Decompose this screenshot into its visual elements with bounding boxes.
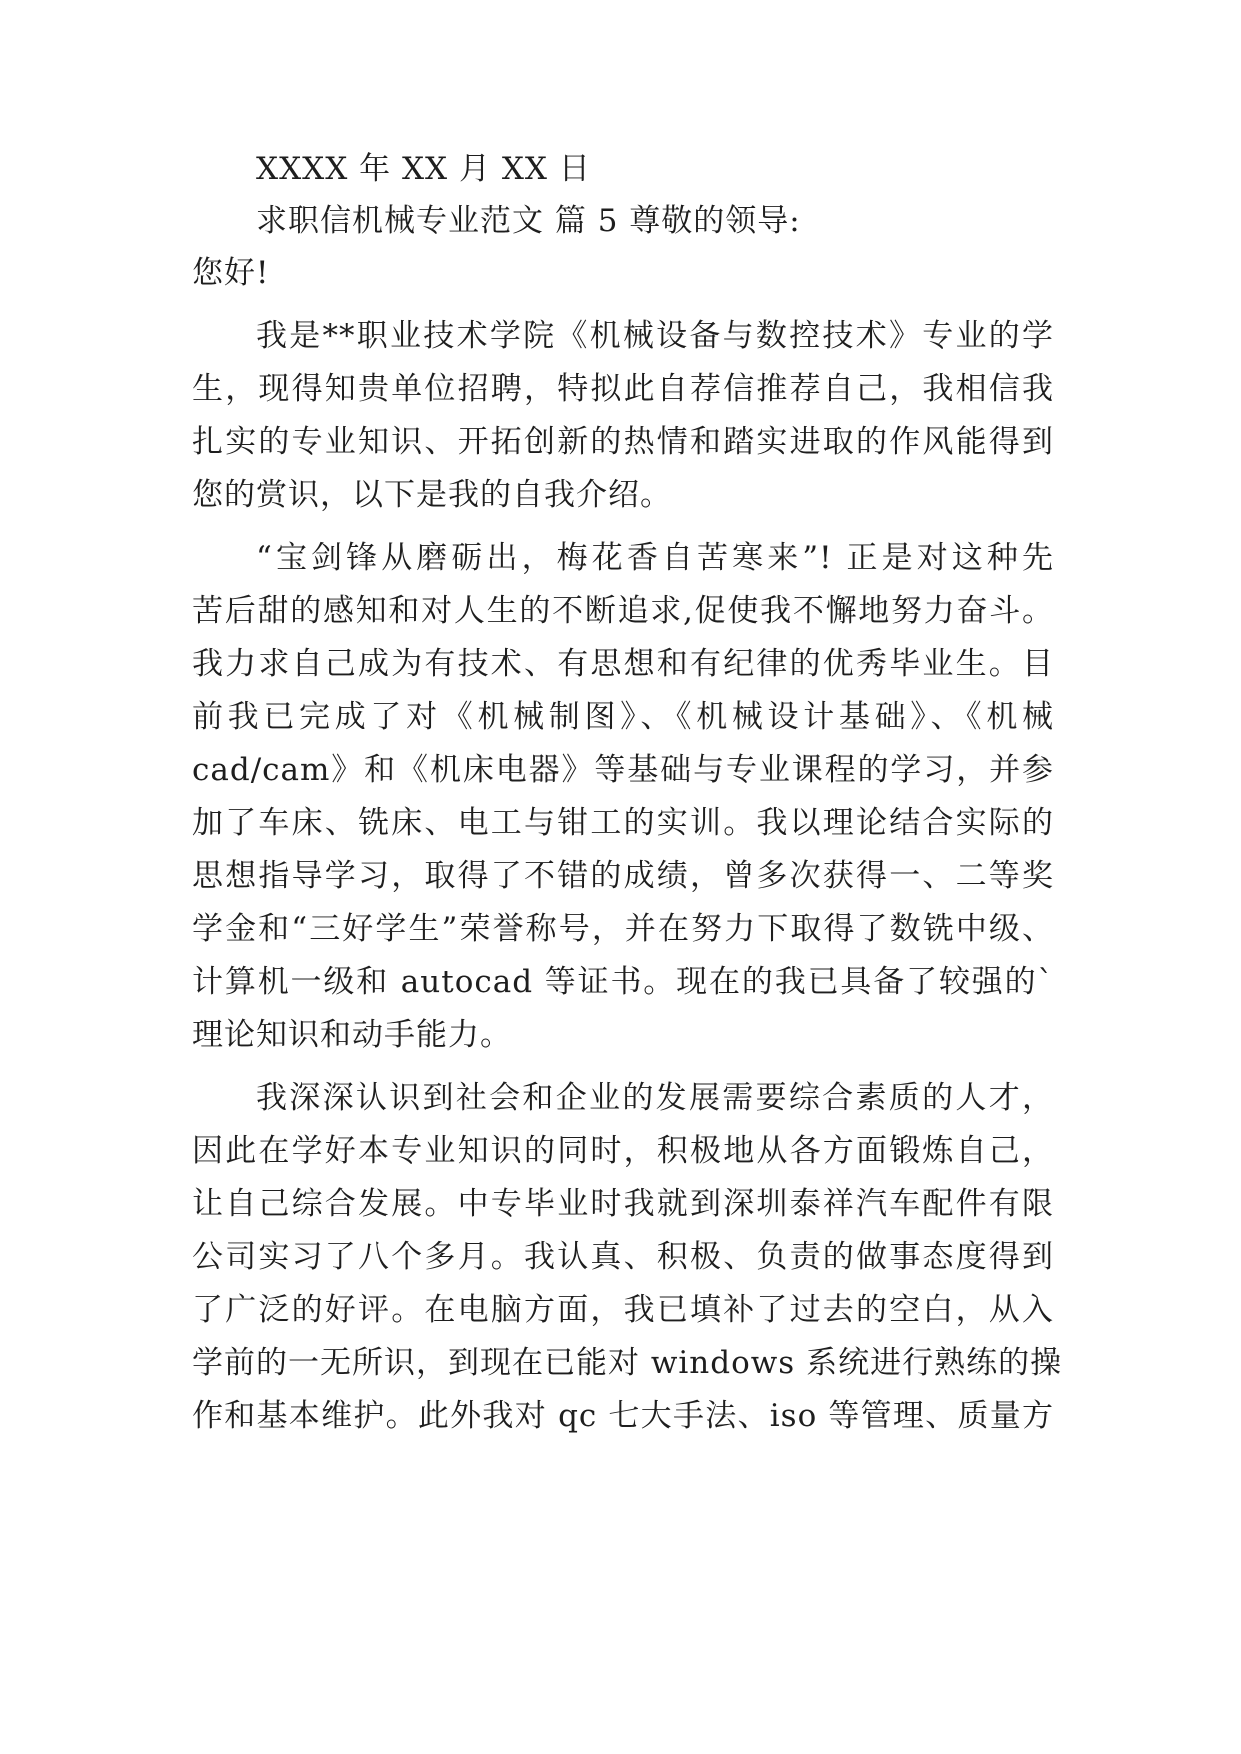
paragraph-line: 我深深认识到社会和企业的发展需要综合素质的人才， [256,1080,1054,1116]
paragraph-line: “宝剑锋从磨砺出，梅花香自苦寒来”! 正是对这种先 [256,540,1054,576]
paragraph-line: 加了车床、铣床、电工与钳工的实训。我以理论结合实际的 [192,805,1054,841]
paragraph-line: 前我已完成了对《机械制图》、《机械设计基础》、《机械 [192,699,1054,735]
paragraph-line: 理论知识和动手能力。 [192,1017,512,1053]
paragraph-line: 您的赏识，以下是我的自我介绍。 [192,477,672,513]
paragraph-line: 因此在学好本专业知识的同时，积极地从各方面锻炼自己， [192,1133,1054,1169]
paragraph-line: 苦后甜的感知和对人生的不断追求,促使我不懈地努力奋斗。 [192,593,1054,629]
paragraph-line: 思想指导学习，取得了不错的成绩，曾多次获得一、二等奖 [192,858,1054,894]
paragraph-line: 了广泛的好评。在电脑方面，我已填补了过去的空白，从入 [192,1292,1054,1328]
heading-line: 求职信机械专业范文 篇 5 尊敬的领导: [256,203,801,239]
date-line: XXXX 年 XX 月 XX 日 [256,151,591,187]
paragraph-line: 学金和“三好学生”荣誉称号，并在努力下取得了数铣中级、 [192,911,1054,947]
greeting-line: 您好! [192,255,270,291]
paragraph-line: 生，现得知贵单位招聘，特拟此自荐信推荐自己，我相信我 [192,371,1054,407]
paragraph-line: 学前的一无所识，到现在已能对 windows 系统进行熟练的操 [192,1345,1063,1381]
paragraph-line: 我力求自己成为有技术、有思想和有纪律的优秀毕业生。目 [192,646,1054,682]
paragraph-line: 让自己综合发展。中专毕业时我就到深圳泰祥汽车配件有限 [192,1186,1054,1222]
paragraph-line: 我是**职业技术学院《机械设备与数控技术》专业的学 [256,318,1054,354]
paragraph-line: cad/cam》和《机床电器》等基础与专业课程的学习，并参 [192,752,1054,788]
paragraph-line: 计算机一级和 autocad 等证书。现在的我已具备了较强的` [192,964,1054,1000]
paragraph-line: 扎实的专业知识、开拓创新的热情和踏实进取的作风能得到 [192,424,1054,460]
paragraph-line: 作和基本维护。此外我对 qc 七大手法、iso 等管理、质量方 [192,1398,1054,1434]
paragraph-line: 公司实习了八个多月。我认真、积极、负责的做事态度得到 [192,1239,1054,1275]
